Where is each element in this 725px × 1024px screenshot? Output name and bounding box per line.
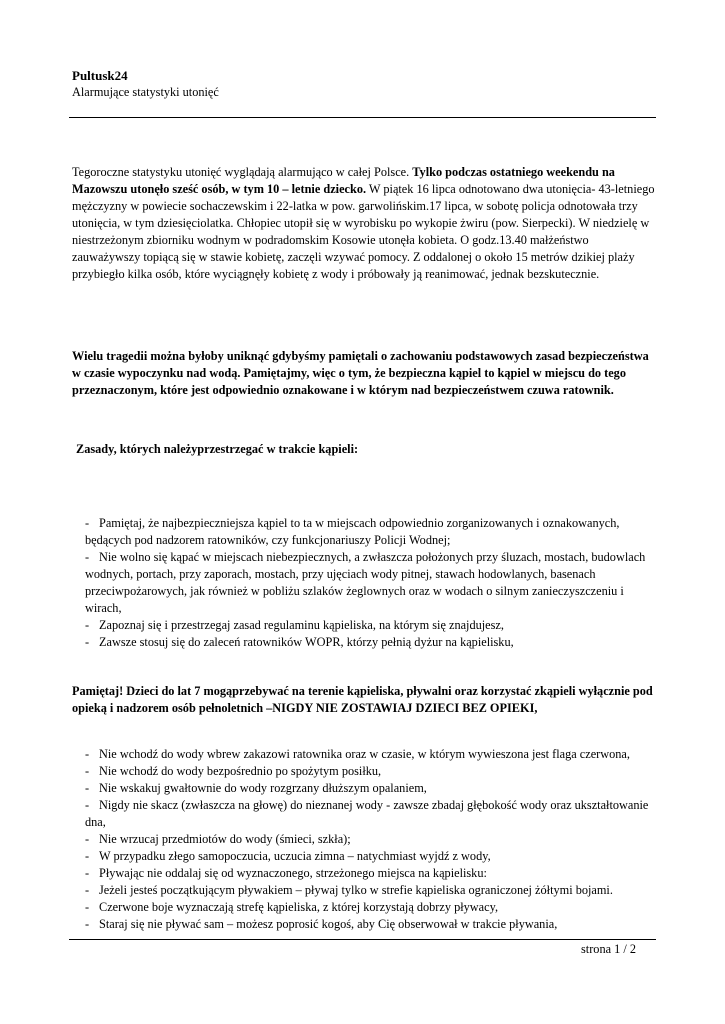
rules-heading	[76, 441, 664, 458]
list-item: - Pamiętaj, że najbezpieczniejsza kąpiel to ta w miejscach odpowiednio zorganizowanych i oznakowanych, będących pod nadzorem ratowników, czy funkcjonariuszy Policji Wodnej;	[85, 516, 620, 547]
list-item: - Nie wchodź do wody wbrew zakazowi ratownika oraz w czasie, w którym wywieszona jest flaga czerwona,	[85, 747, 630, 761]
list-item: - Zawsze stosuj się do zaleceń ratowników WOPR, którzy pełnią dyżur na kąpielisku,	[85, 635, 514, 649]
list-item: - Nie wchodź do wody bezpośrednio po spożytym posiłku,	[85, 764, 382, 778]
intro-text-end: W piątek 16 lipca odnotowano dwa utonięcia- 43-letniego mężczyzny w powiecie sochaczewskim i 22-latka w pow. garwolińskim.17 lipca, w sobotę policja odnotowała trzy utonięcia, w tym dziesięciolatka. Chłopiec utopił się w wyrobisku po wykopie żwiru (pow. Sierpecki). W niedzielę w niestrzeżonym zbiorniku wodnym w podradomskim Kosowie utonęła kobieta. O godz.13.40 małżeństwo zauważywszy topiącą się w stawie kobietę, zaczęli wzywać pomocy. Z oddalonej o około 15 metrów dzikiej plaży przybiegło kilka osób, które wyciągnęły kobietę z wody i próbowały ją reanimować, jednak bezskutecznie.	[72, 182, 655, 281]
intro-text-bold: Tylko podczas ostatniego weekendu na Mazowszu utonęło sześć osób, w tym 10 – letnie dziecko.	[72, 165, 615, 196]
list-item: - Nigdy nie skacz (zwłaszcza na głowę) do nieznanej wody - zawsze zbadaj głębokość wody oraz ukształtowanie dna,	[85, 798, 649, 829]
warning-paragraph	[72, 348, 660, 399]
list-item: - Zapoznaj się i przestrzegaj zasad regulaminu kąpieliska, na którym się znajdujesz,	[85, 618, 504, 632]
list-item: - Nie wolno się kąpać w miejscach niebezpiecznych, a zwłaszcza położonych przy śluzach, mostach, budowlach wodnych, portach, przy zaporach, mostach, przy ujęciach wody pitnej, stawach hodowlanych, basenach przeciwpożarowych, jak również w pobliżu szlaków żeglownych oraz w wodach o silnym zanieczyszczeniu i wirach,	[85, 550, 646, 615]
list-item: - Czerwone boje wyznaczają strefę kąpieliska, z której korzystają dobrzy pływacy,	[85, 900, 499, 914]
warning-text: Wielu tragedii można byłoby uniknąć gdybyśmy pamiętali o zachowaniu podstawowych zasad bezpieczeństwa w czasie wypoczynku nad wodą. Pamiętajmy, więc o tym, że bezpieczna kąpiel to kąpiel w miejscu do tego przeznaczonym, które jest odpowiednio oznakowane i w którym nad bezpieczeństwem czuwa ratownik.	[72, 349, 649, 397]
children-notice	[72, 683, 660, 717]
intro-paragraph	[72, 164, 660, 283]
children-notice-text: Pamiętaj! Dzieci do lat 7 mogąprzebywać na terenie kąpieliska, pływalni oraz korzystać zkąpieli wyłącznie pod opieką i nadzorem osób pełnoletnich –NIGDY NIE ZOSTAWIAJ DZIECI BEZ OPIEKI,	[72, 684, 653, 715]
rules-list	[72, 515, 660, 651]
article-subtitle: Alarmujące statystyki utonięć	[72, 85, 219, 99]
intro-text-start: Tegoroczne statystyku utonięć wyglądają alarmująco w całej Polsce.	[72, 165, 413, 179]
safety-tips-list	[72, 746, 660, 933]
list-item: - Nie wrzucaj przedmiotów do wody (śmieci, szkła);	[85, 832, 351, 846]
list-item: - Staraj się nie pływać sam – możesz poprosić kogoś, aby Cię obserwował w trakcie pływania,	[85, 917, 558, 931]
page-number: strona 1 / 2	[581, 942, 636, 956]
list-item: - Jeżeli jesteś początkującym pływakiem – pływaj tylko w strefie kąpieliska ograniczonej żółtymi bojami.	[85, 883, 613, 897]
header-divider	[69, 117, 656, 118]
list-item: - W przypadku złego samopoczucia, uczucia zimna – natychmiast wyjdź z wody,	[85, 849, 491, 863]
footer-divider	[69, 939, 656, 940]
list-item: - Pływając nie oddalaj się od wyznaczonego, strzeżonego miejsca na kąpielisku:	[85, 866, 487, 880]
site-title: Pultusk24	[72, 68, 128, 83]
rules-heading-text: Zasady, których należyprzestrzegać w trakcie kąpieli:	[76, 442, 359, 456]
list-item: - Nie wskakuj gwałtownie do wody rozgrzany dłuższym opalaniem,	[85, 781, 427, 795]
